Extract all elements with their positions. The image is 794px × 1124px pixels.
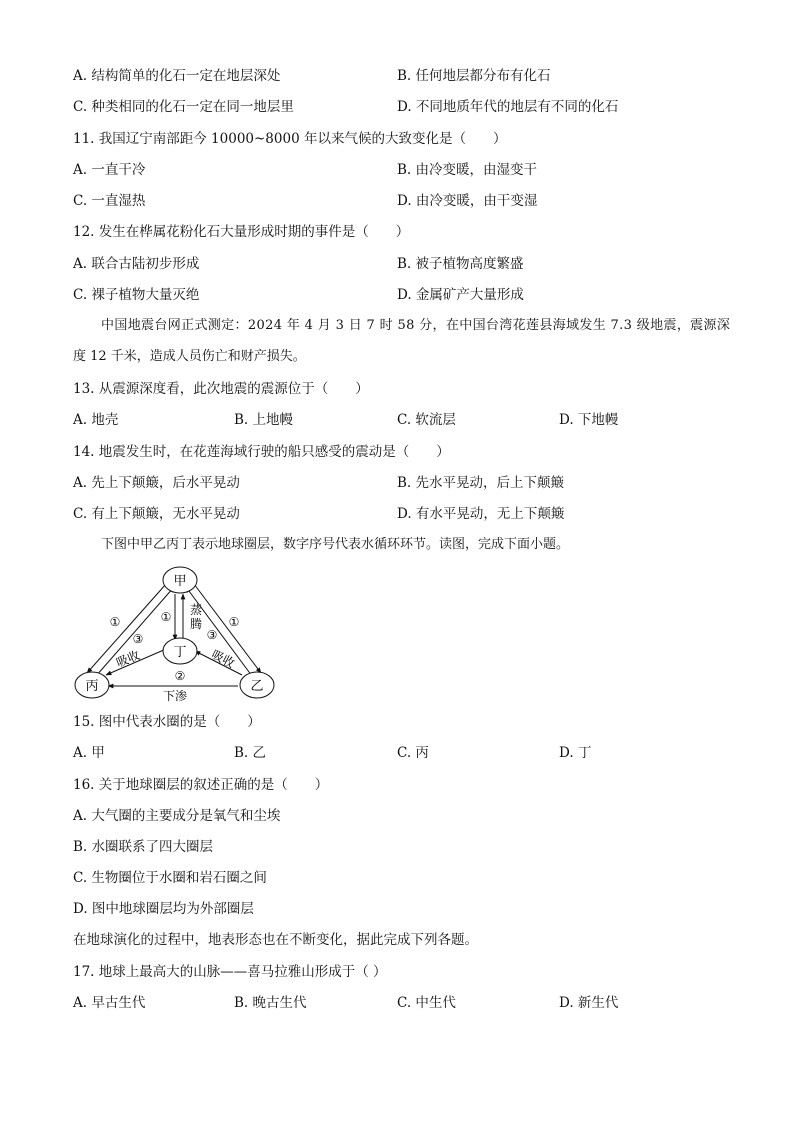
q11-option-a: A. 一直干冷	[73, 162, 146, 178]
q10-option-d: D. 不同地质年代的地层有不同的化石	[397, 99, 619, 115]
q17-option-a: A. 早古生代	[73, 995, 146, 1011]
q16-option-b: B. 水圈联系了四大圈层	[73, 839, 214, 855]
node-left-label: 丙	[85, 679, 99, 694]
q12-option-d: D. 金属矿产大量形成	[397, 287, 524, 303]
q11-option-d: D. 由冷变暖，由干变湿	[397, 193, 538, 209]
earth-spheres-diagram	[70, 563, 280, 705]
q13-option-a: A. 地壳	[73, 412, 119, 428]
q15-option-c: C. 丙	[397, 745, 429, 761]
q14-option-b: B. 先水平晃动，后上下颠簸	[397, 475, 565, 491]
label-xishou-left: 吸收	[114, 648, 142, 670]
q13-option-b: B. 上地幔	[234, 412, 294, 428]
q11-stem: 11. 我国辽宁南部距今 10000~8000 年以来气候的大致变化是（ ）	[73, 131, 507, 147]
q14-stem: 14. 地震发生时，在花莲海域行驶的船只感受的震动是（ ）	[73, 444, 450, 460]
q13-option-d: D. 下地幔	[559, 412, 619, 428]
label-1-center: ①	[160, 610, 172, 624]
label-zhengteng-char: 腾	[189, 617, 203, 631]
q14-option-a: A. 先上下颠簸，后水平晃动	[73, 475, 240, 491]
q15-option-d: D. 丁	[559, 745, 592, 761]
q10-option-a: A. 结构简单的化石一定在地层深处	[73, 68, 281, 84]
q12-option-c: C. 裸子植物大量灭绝	[73, 287, 200, 303]
q14-option-d: D. 有水平晃动，无上下颠簸	[397, 506, 565, 522]
label-1-right: ①	[228, 615, 240, 629]
q15-option-b: B. 乙	[234, 745, 267, 761]
diagram-passage: 下图中甲乙丙丁表示地球圈层，数字序号代表水循环环节。读图，完成下面小题。	[101, 537, 570, 552]
q11-option-b: B. 由冷变暖，由湿变干	[397, 162, 538, 178]
node-center-label: 丁	[173, 645, 187, 660]
q11-option-c: C. 一直湿热	[73, 193, 146, 209]
q12-option-b: B. 被子植物高度繁盛	[397, 256, 524, 272]
label-2: ②	[174, 669, 186, 683]
evolution-passage: 在地球演化的过程中，地表形态也在不断变化，据此完成下列各题。	[73, 932, 478, 948]
q12-stem: 12. 发生在桦属花粉化石大量形成时期的事件是（ ）	[73, 224, 410, 240]
label-3-right: ③	[206, 628, 218, 642]
q17-option-c: C. 中生代	[397, 995, 456, 1011]
label-3-left: ③	[132, 632, 144, 646]
label-xiashen: 下渗	[162, 689, 188, 703]
q16-stem: 16. 关于地球圈层的叙述正确的是（ ）	[73, 777, 329, 793]
q10-option-b: B. 任何地层都分布有化石	[397, 68, 551, 84]
label-1-left: ①	[109, 615, 121, 629]
node-right-label: 乙	[250, 679, 264, 694]
q15-option-a: A. 甲	[73, 745, 105, 761]
q17-option-d: D. 新生代	[559, 995, 619, 1011]
label-xishou-right: 吸收	[209, 647, 237, 671]
q13-stem: 13. 从震源深度看，此次地震的震源位于（ ）	[73, 381, 369, 397]
q12-option-a: A. 联合古陆初步形成	[73, 256, 200, 272]
quake-passage-line1: 中国地震台网正式测定：2024 年 4 月 3 日 7 时 58 分，在中国台湾花莲县海域发生 7.3 级地震，震源深	[101, 318, 731, 333]
q17-option-b: B. 晚古生代	[234, 995, 307, 1011]
q13-option-c: C. 软流层	[397, 412, 456, 428]
label-zhengteng	[190, 602, 202, 631]
q14-option-c: C. 有上下颠簸，无水平晃动	[73, 506, 240, 522]
label-zhengteng-char: 蒸	[189, 603, 203, 617]
q17-stem: 17. 地球上最高大的山脉——喜马拉雅山形成于（ ）	[73, 964, 387, 980]
q15-stem: 15. 图中代表水圈的是（ ）	[73, 714, 261, 730]
q10-option-c: C. 种类相同的化石一定在同一地层里	[73, 99, 294, 115]
q16-option-c: C. 生物圈位于水圈和岩石圈之间	[73, 870, 267, 886]
q16-option-d: D. 图中地球圈层均为外部圈层	[73, 901, 254, 917]
q16-option-a: A. 大气圈的主要成分是氧气和尘埃	[73, 808, 281, 824]
quake-passage-line2: 度 12 千米，造成人员伤亡和财产损失。	[73, 349, 306, 364]
node-top-label: 甲	[173, 574, 187, 589]
